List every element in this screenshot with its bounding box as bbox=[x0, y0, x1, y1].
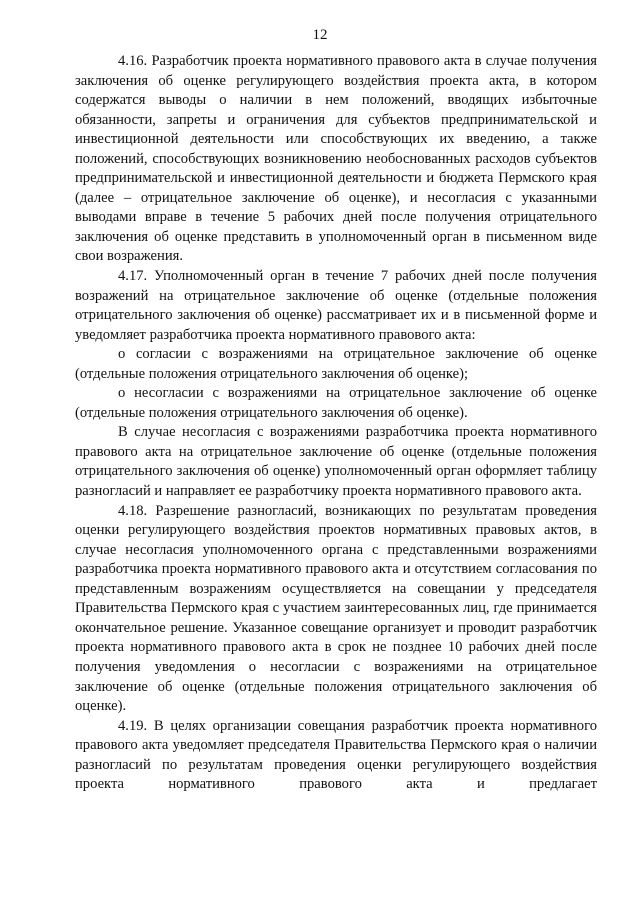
paragraph-disagreement-table: В случае несогласия с возражениями разработчика проекта нормативного правового акта на отрицательное заключение об оценке (отдельные положения отрицательного заключения об оценке) уполномоченный орган оформляет таблицу разногласий и направляет ее разработчику проекта нормативного правового акта. bbox=[75, 424, 597, 500]
paragraph-4-19: 4.19. В целях организации совещания разработчик проекта нормативного правового акта уведомляет председателя Правительства Пермского края о наличии разногласий по результатам проведения оценки регулирующего воздействия проекта нормативного правового акта и предлагает bbox=[75, 717, 597, 793]
list-item-disagreement: о несогласии с возражениями на отрицательное заключение об оценке (отдельные положения отрицательного заключения об оценке). bbox=[75, 385, 597, 421]
paragraph-4-17: 4.17. Уполномоченный орган в течение 7 рабочих дней после получения возражений на отрицательное заключение об оценке (отдельные положения отрицательного заключения об оценке) рассматривает их и в письменной форме и уведомляет разработчика проекта нормативного правового акта: bbox=[75, 268, 597, 343]
list-item-agreement: о согласии с возражениями на отрицательное заключение об оценке (отдельные положения отрицательного заключения об оценке); bbox=[75, 346, 597, 382]
paragraph-4-16: 4.16. Разработчик проекта нормативного правового акта в случае получения заключения об оценке регулирующего воздействия проекта акта, в котором содержатся выводы о наличии в нем положений, вводящих избыточные обязанности, запреты и ограничения для субъектов предпринимательской и инвестиционной деятельности или способствующих их введению, а также положений, способствующих возникновению необоснованных расходов субъектов предпринимательской и инвестиционной деятельности и бюджета Пермского края (далее – отрицательное заключение об оценке), и несогласия с указанными выводами вправе в течение 5 рабочих дней после получения отрицательного заключения об оценке представить в уполномоченный орган в письменном виде свои возражения. bbox=[75, 53, 597, 265]
paragraph-4-18: 4.18. Разрешение разногласий, возникающих по результатам проведения оценки регулирующего воздействия проектов нормативных правовых актов, в случае несогласия уполномоченного органа с представленными возражениями разработчика проекта нормативного правового акта и отсутствием согласования по представленным возражениям осуществляется на совещании у председателя Правительства Пермского края с участием заинтересованных лиц, где принимается окончательное решение. Указанное совещание организует и проводит разработчик проекта нормативного правового акта в срок не позднее 10 рабочих дней после получения уведомления о несогласии с возражениями на отрицательное заключение об оценке (отдельные положения отрицательного заключения об оценке). bbox=[75, 502, 597, 715]
page-number: 12 bbox=[312, 27, 328, 43]
document-body bbox=[75, 52, 597, 795]
